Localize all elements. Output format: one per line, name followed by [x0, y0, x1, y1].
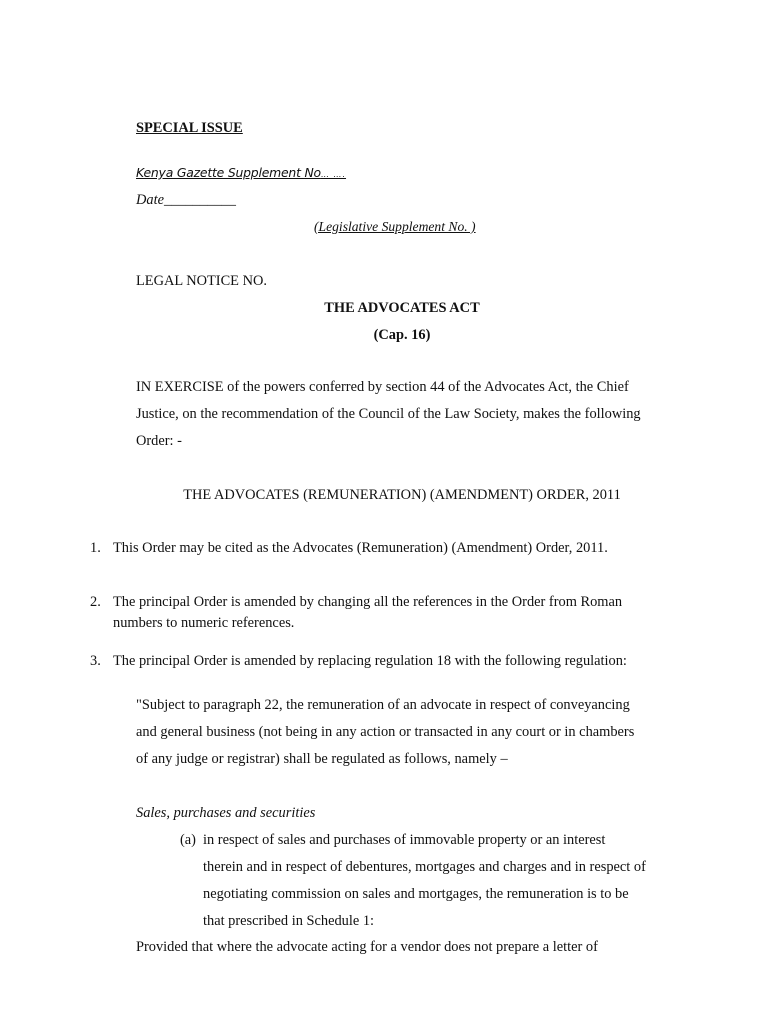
item-a-line-1: in respect of sales and purchases of immovable property or an interest [203, 832, 606, 848]
cap-number: (Cap. 16) [373, 327, 431, 343]
clause-2-text-line-1: The principal Order is amended by changing all the references in the Order from Roman [113, 594, 623, 610]
clause-3-text: The principal Order is amended by replacing regulation 18 with the following regulation: [113, 653, 627, 669]
clause-1-number: 1. [90, 540, 101, 556]
act-title: THE ADVOCATES ACT [324, 300, 480, 316]
regulation-line-2: and general business (not being in any action or transacted in any court or in chambers [136, 724, 635, 740]
date-line [136, 193, 236, 207]
order-title: THE ADVOCATES (REMUNERATION) (AMENDMENT) ORDER, 2011 [183, 487, 621, 503]
item-a-line-3: negotiating commission on sales and mortgages, the remuneration is to be [203, 886, 629, 902]
date-blank: __________ [163, 192, 236, 208]
item-a-line-2: therein and in respect of debentures, mortgages and charges and in respect of [203, 859, 646, 875]
preamble-line-1: IN EXERCISE of the powers conferred by section 44 of the Advocates Act, the Chief [136, 379, 629, 395]
gazette-supplement-label: Kenya Gazette Supplement No [136, 165, 321, 180]
legal-notice-label: LEGAL NOTICE NO. [136, 273, 267, 289]
date-label: Date [136, 192, 164, 208]
preamble-line-3: Order: - [136, 433, 182, 449]
regulation-line-3: of any judge or registrar) shall be regulated as follows, namely – [136, 751, 508, 767]
special-issue-heading: SPECIAL ISSUE [136, 120, 243, 136]
subheading-sales: Sales, purchases and securities [136, 805, 316, 821]
clause-1-text: This Order may be cited as the Advocates (Remuneration) (Amendment) Order, 2011. [113, 540, 608, 556]
preamble-line-2: Justice, on the recommendation of the Council of the Law Society, makes the following [136, 406, 641, 422]
regulation-line-1: "Subject to paragraph 22, the remuneration of an advocate in respect of conveyancing [136, 697, 630, 713]
legislative-supplement: (Legislative Supplement No. ) [314, 219, 476, 234]
clause-2-text-line-2: numbers to numeric references. [113, 615, 295, 631]
proviso-line: Provided that where the advocate acting for a vendor does not prepare a letter of [136, 939, 598, 955]
clause-2-number: 2. [90, 594, 101, 610]
clause-3-number: 3. [90, 653, 101, 669]
item-a-label: (a) [180, 832, 196, 848]
item-a-line-4: that prescribed in Schedule 1: [203, 913, 375, 929]
gazette-supplement-line [136, 166, 346, 180]
gazette-supplement-dots: … …. [320, 170, 347, 179]
